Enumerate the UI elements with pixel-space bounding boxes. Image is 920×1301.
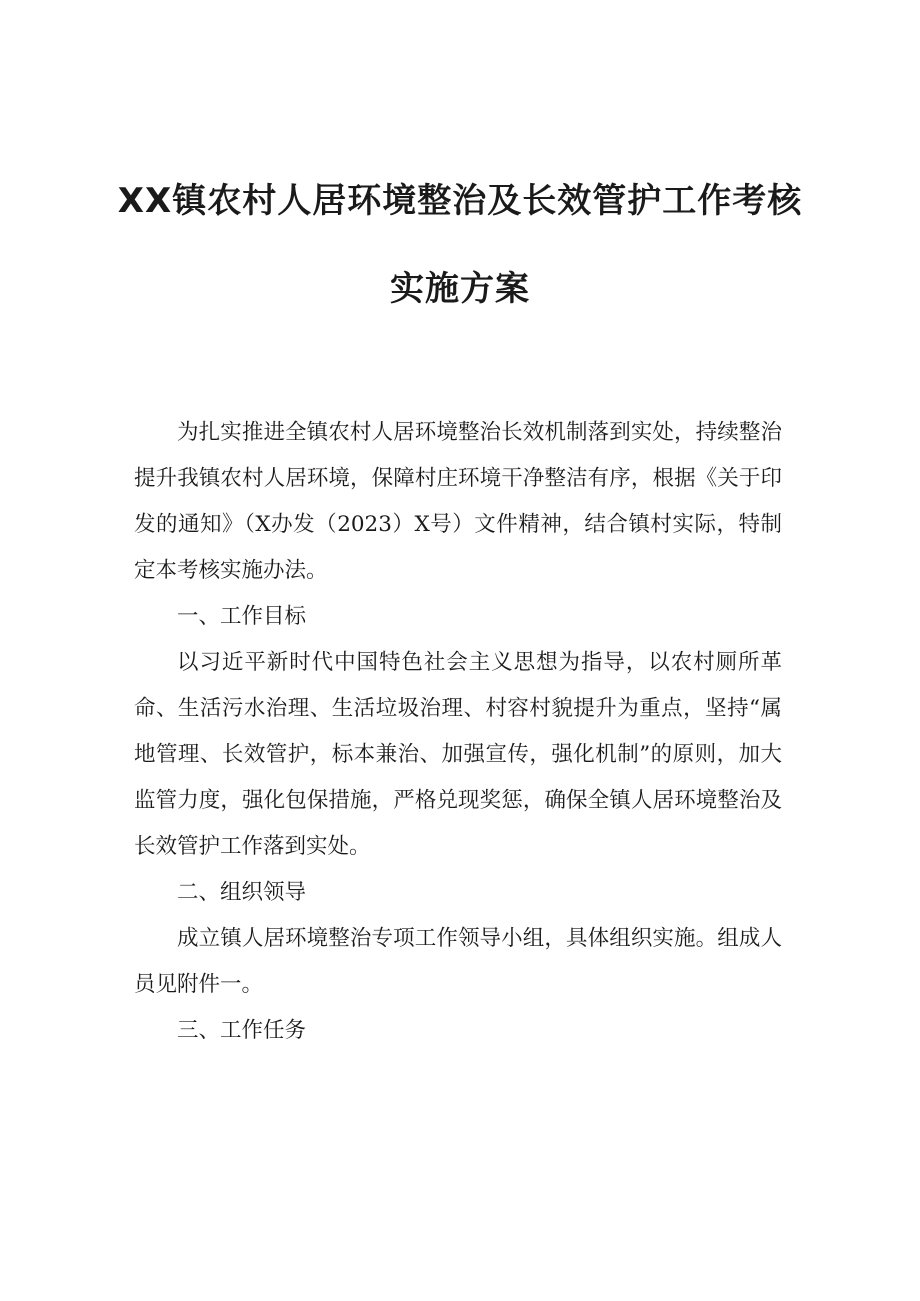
intro-paragraph: 为扎实推进全镇农村人居环境整治长效机制落到实处，持续整治提升我镇农村人居环境，保障村庄环境干净整洁有序，根据《关于印发的通知》（X办发（2023）X号）文件精神，结合镇村实际，特制定本考核实施办法。 [134, 420, 782, 583]
organization-paragraph: 成立镇人居环境整治专项工作领导小组，具体组织实施。组成人员见附件一。 [134, 926, 782, 997]
section-heading-organization: 二、组织领导 [177, 880, 307, 905]
document-body [134, 410, 782, 1054]
document-title-line-1: XX镇农村人居环境整治及长效管护工作考核 [117, 181, 803, 221]
document-title-line-2: 实施方案 [390, 269, 530, 309]
goals-paragraph: 以习近平新时代中国特色社会主义思想为指导，以农村厕所革命、生活污水治理、生活垃圾治理、村容村貌提升为重点，坚持“属地管理、长效管护，标本兼治、加强宣传，强化机制”的原则，加大监管力度，强化包保措施，严格兑现奖惩，确保全镇人居环境整治及长效管护工作落到实处。 [134, 650, 782, 859]
section-heading-goals: 一、工作目标 [177, 604, 307, 629]
section-heading-tasks: 三、工作任务 [177, 1018, 307, 1043]
